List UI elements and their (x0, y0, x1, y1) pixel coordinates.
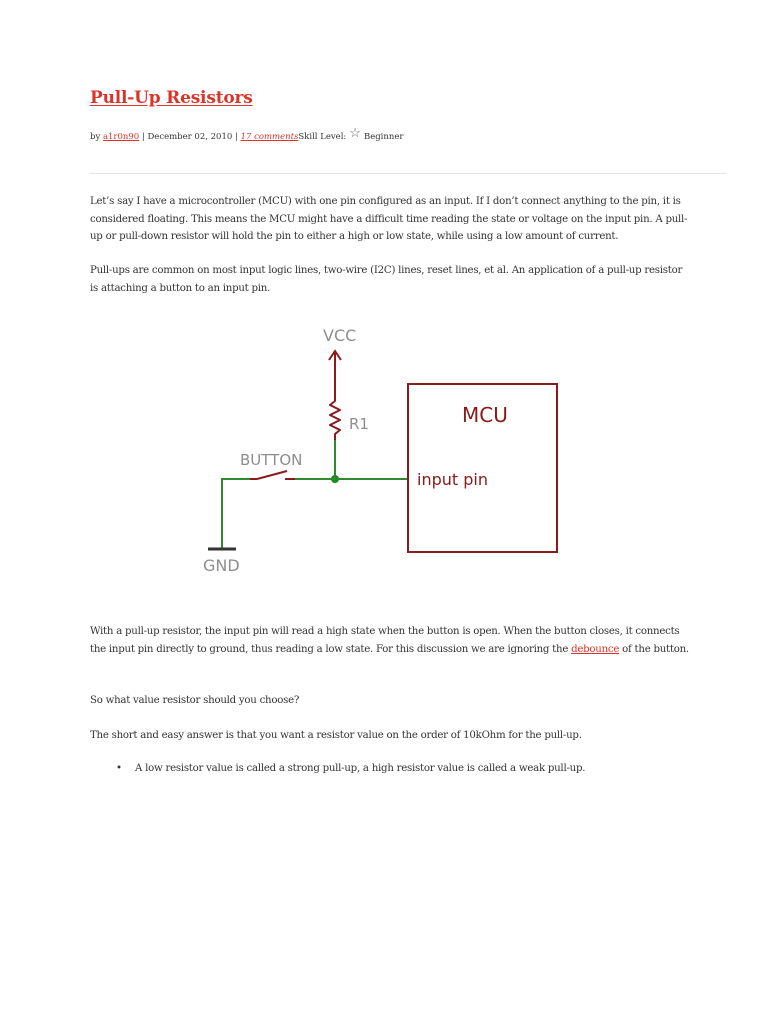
skill-level-value: Beginner (363, 132, 404, 142)
author-link[interactable]: a1r0n90 (102, 132, 140, 142)
paragraph-answer: The short and easy answer is that you want a resistor value on the order of 10kOhm for the pull-up. (90, 730, 582, 741)
bullet-dot-icon: • (116, 763, 122, 774)
button-to-ground-wire (222, 479, 250, 548)
star-outline-icon: ☆ (349, 126, 361, 141)
comments-link[interactable]: 17 comments (240, 132, 299, 142)
paragraph-question: So what value resistor should you choose? (90, 695, 300, 706)
list-item-text: A low resistor value is called a strong pull-up, a high resistor value is called a weak pull-up. (135, 763, 586, 774)
paragraph-floating-pins: Let’s say I have a microcontroller (MCU) with one pin configured as an input. If I don’t connect anything to the pin, it is considered floating. This means the MCU might have a difficult time reading the state or voltage on the input pin. A pull-up or pull-down resistor will hold the pin to either a high or low state, while using a low amount of current. (90, 196, 688, 242)
list-item (90, 760, 690, 778)
input-pin-label: input pin (417, 470, 488, 489)
gnd-label: GND (203, 556, 240, 575)
pullup-schematic (195, 318, 565, 580)
meta-separator: | (232, 132, 241, 142)
article-meta (90, 128, 403, 143)
bullet-list (90, 760, 690, 778)
paragraph-text: of the button. (619, 643, 689, 655)
article-title[interactable]: Pull-Up Resistors (90, 88, 253, 108)
resistor-r1 (330, 393, 340, 440)
mcu-label: MCU (462, 403, 508, 427)
post-date: December 02, 2010 (147, 132, 233, 142)
paragraph-button-behavior (90, 623, 690, 658)
divider (90, 173, 726, 174)
paragraph-pullup-uses: Pull-ups are common on most input logic lines, two-wire (I2C) lines, reset lines, et al. An application of a pull-up resistor is attaching a button to an input pin. (90, 265, 683, 294)
vcc-label: VCC (323, 326, 357, 345)
debounce-link[interactable]: debounce (571, 643, 620, 655)
button-label: BUTTON (240, 451, 303, 469)
meta-separator: | (139, 132, 148, 142)
paragraph-text: With a pull-up resistor, the input pin will read a high state when the button is open. When the button closes, it connects the input pin directly to ground, thus reading a low state. For this discussion we are ignoring the (90, 626, 680, 655)
button-contact (257, 471, 287, 479)
by-prefix: by (90, 132, 103, 142)
skill-level-label: Skill Level: (298, 132, 347, 142)
r1-label: R1 (349, 415, 369, 433)
